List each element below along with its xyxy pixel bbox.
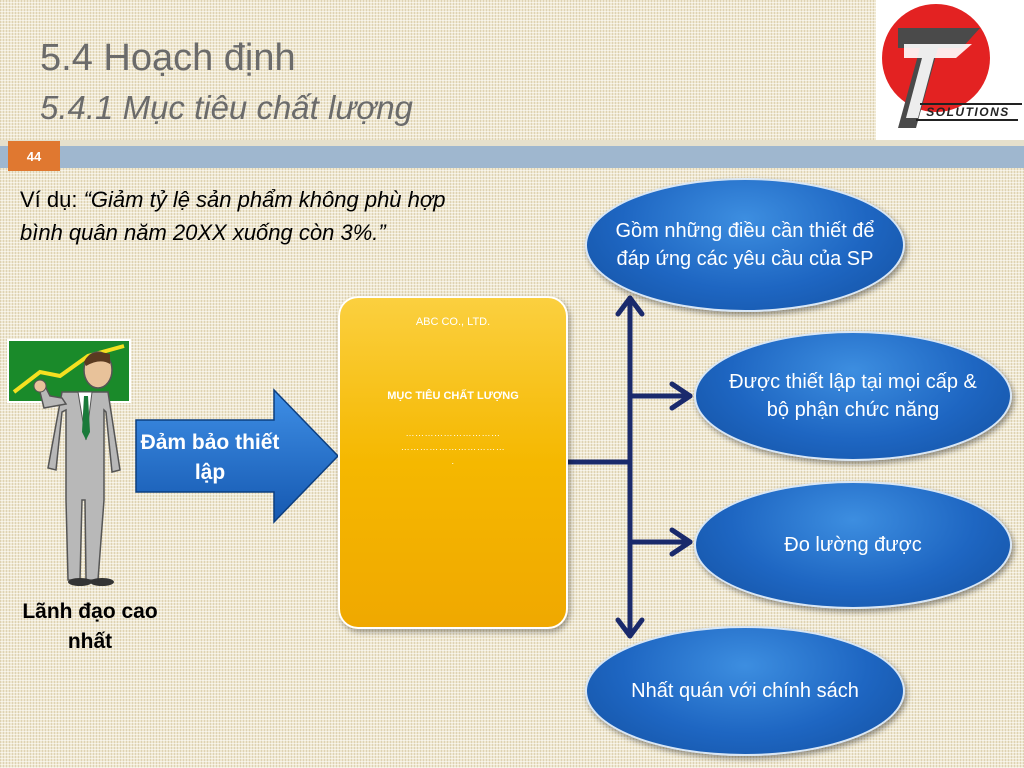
- logo-wordmark: SOLUTIONS: [926, 105, 1010, 119]
- document-dots-3: .: [451, 456, 455, 466]
- document-heading: MỤC TIÊU CHẤT LƯỢNG: [387, 390, 519, 402]
- slide-title: 5.4 Hoạch định: [40, 37, 296, 79]
- attribute-ellipse-all-levels: [694, 331, 1012, 461]
- document-company: ABC CO., LTD.: [415, 316, 491, 328]
- attribute-ellipse-measurable: [694, 481, 1012, 609]
- leader-label: Lãnh đạo cao nhất: [22, 600, 158, 653]
- attribute-text-4: Nhất quán với chính sách: [631, 680, 859, 702]
- assure-arrow-label: Đảm bảo thiết lập: [140, 431, 280, 484]
- example-quote: “Giảm tỷ lệ sản phẩm không phù hợp bình quân năm 20XX xuống còn 3%.”: [20, 187, 446, 245]
- slide-number: 44: [8, 141, 60, 171]
- connector-lines: [568, 298, 690, 636]
- attribute-text-2: Được thiết lập tại mọi cấp & bộ phận chức năng: [729, 371, 977, 421]
- slide-subtitle: 5.4.1 Mục tiêu chất lượng: [40, 89, 413, 126]
- businessman-illustration: [8, 340, 130, 586]
- attribute-text-3: Đo lường được: [784, 534, 922, 556]
- example-prefix: Ví dụ:: [20, 187, 84, 212]
- attribute-ellipse-requirements: [585, 178, 905, 312]
- document-dots-1: …………………………: [405, 428, 501, 438]
- attribute-text-1: Gồm những điều cần thiết để đáp ứng các yêu cầu của SP: [615, 220, 875, 270]
- document-dots-2: ……………………………: [400, 442, 506, 452]
- document-placeholder-lines: [338, 426, 568, 468]
- quality-objective-document: [338, 296, 568, 629]
- attribute-ellipse-consistent: [585, 626, 905, 756]
